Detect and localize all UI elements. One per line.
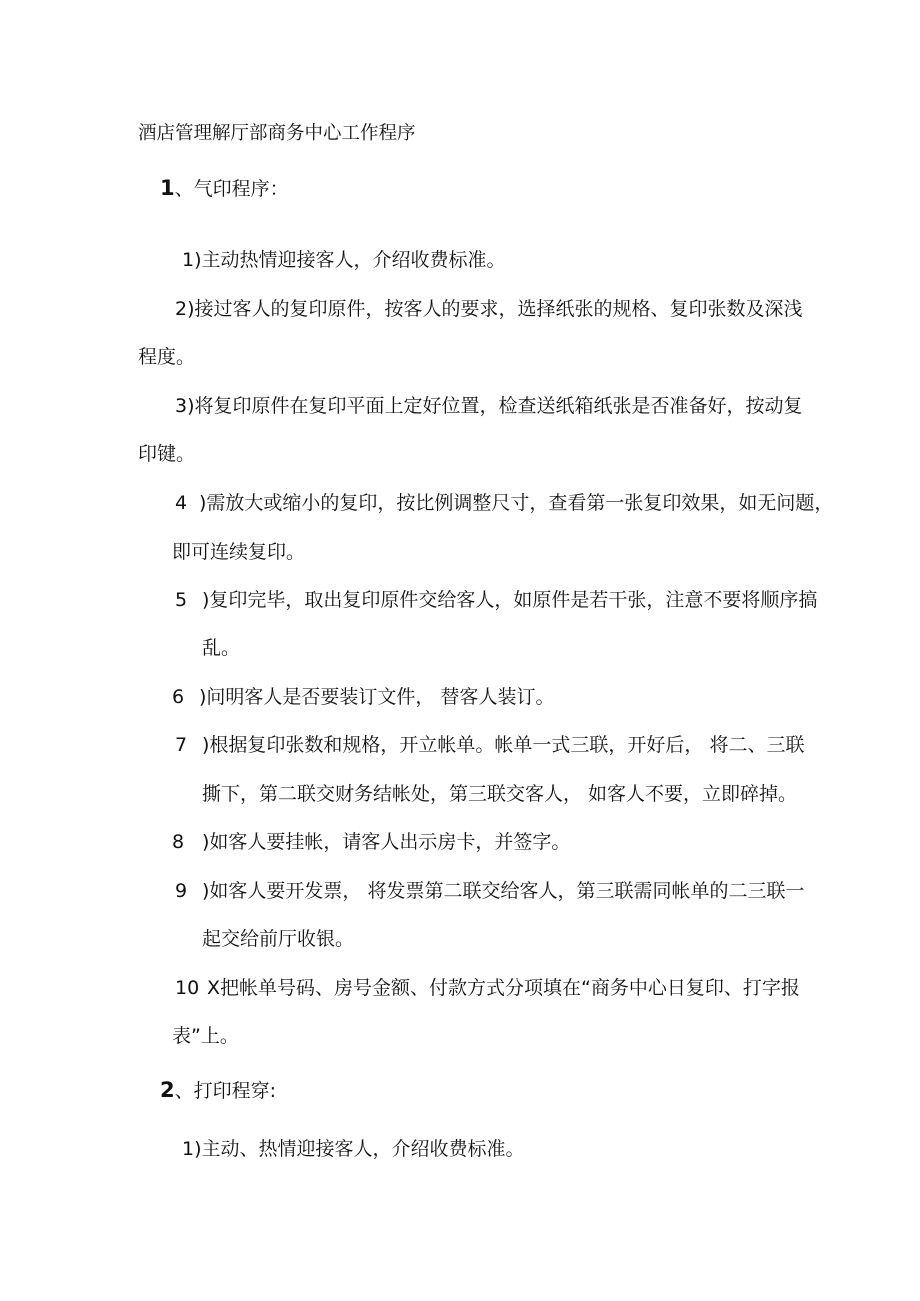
item-text: )将复印原件在复印平面上定好位置，检查送纸箱纸张是否准备好，按动复 (187, 395, 803, 417)
list-item (172, 830, 570, 854)
section-number: 1 (160, 176, 175, 200)
item-continuation: 起交给前厅收银。 (202, 928, 355, 950)
item-continuation: 撕下，第二联交财务结帐处，第三联交客人， 如客人不要，立即碎掉。 (202, 783, 798, 805)
item-number: 6 (172, 686, 185, 708)
item-text: )如客人要开发票， 将发票第二联交给客人，第三联需同帐单的二三联一 (202, 880, 805, 902)
item-text: )需放大或缩小的复印，按比例调整尺寸，查看第一张复印效果，如无问题， (199, 492, 834, 514)
list-item (175, 733, 804, 757)
item-number: 9 (175, 880, 188, 902)
item-continuation: 即可连续复印。 (172, 541, 306, 563)
list-item (175, 976, 800, 1000)
item-continuation: 印键。 (138, 443, 196, 465)
list-item (175, 879, 804, 903)
item-text: )主动热情迎接客人，介绍收费标准。 (194, 249, 506, 271)
item-text: )复印完毕，取出复印原件交给客人，如原件是若干张，注意不要将顺序搞 (202, 589, 818, 611)
list-item (175, 588, 817, 612)
item-number: 10 (175, 977, 200, 999)
item-number: 2 (175, 298, 188, 320)
item-number: 3 (175, 395, 188, 417)
item-text: )根据复印张数和规格，开立帐单。帐单一式三联，开好后， 将二、三联 (202, 734, 805, 756)
item-number: 1 (182, 249, 195, 271)
item-number: 4 (175, 492, 188, 514)
section-number: 2 (160, 1078, 175, 1102)
section-heading (160, 1078, 276, 1103)
item-continuation: 程度。 (138, 346, 196, 368)
document-title: 酒店管理解厅部商务中心工作程序 (138, 123, 416, 144)
section-title: 、气印程序： (174, 178, 289, 200)
list-item (175, 491, 833, 515)
item-number: 5 (175, 589, 188, 611)
item-number: 7 (175, 734, 188, 756)
list-item (175, 297, 803, 321)
item-text: )问明客人是否要装订文件， 替客人装订。 (199, 686, 555, 708)
item-number: 8 (172, 831, 185, 853)
item-text: X把帐单号码、房号金额、付款方式分项填在“商务中心日复印、打字报 (207, 977, 800, 999)
item-continuation: 表”上。 (172, 1025, 239, 1047)
list-item (182, 248, 506, 272)
list-item (182, 1137, 525, 1161)
item-text: )接过客人的复印原件，按客人的要求，选择纸张的规格、复印张数及深浅 (187, 298, 803, 320)
item-text: )如客人要挂帐，请客人出示房卡，并签字。 (202, 831, 571, 853)
item-number: 1 (182, 1138, 195, 1160)
list-item (175, 394, 803, 418)
item-continuation: 乱。 (202, 637, 241, 659)
section-title: 、打印程穿: (174, 1080, 277, 1102)
item-text: )主动、热情迎接客人，介绍收费标准。 (194, 1138, 525, 1160)
section-heading (160, 176, 289, 201)
list-item (172, 685, 554, 709)
